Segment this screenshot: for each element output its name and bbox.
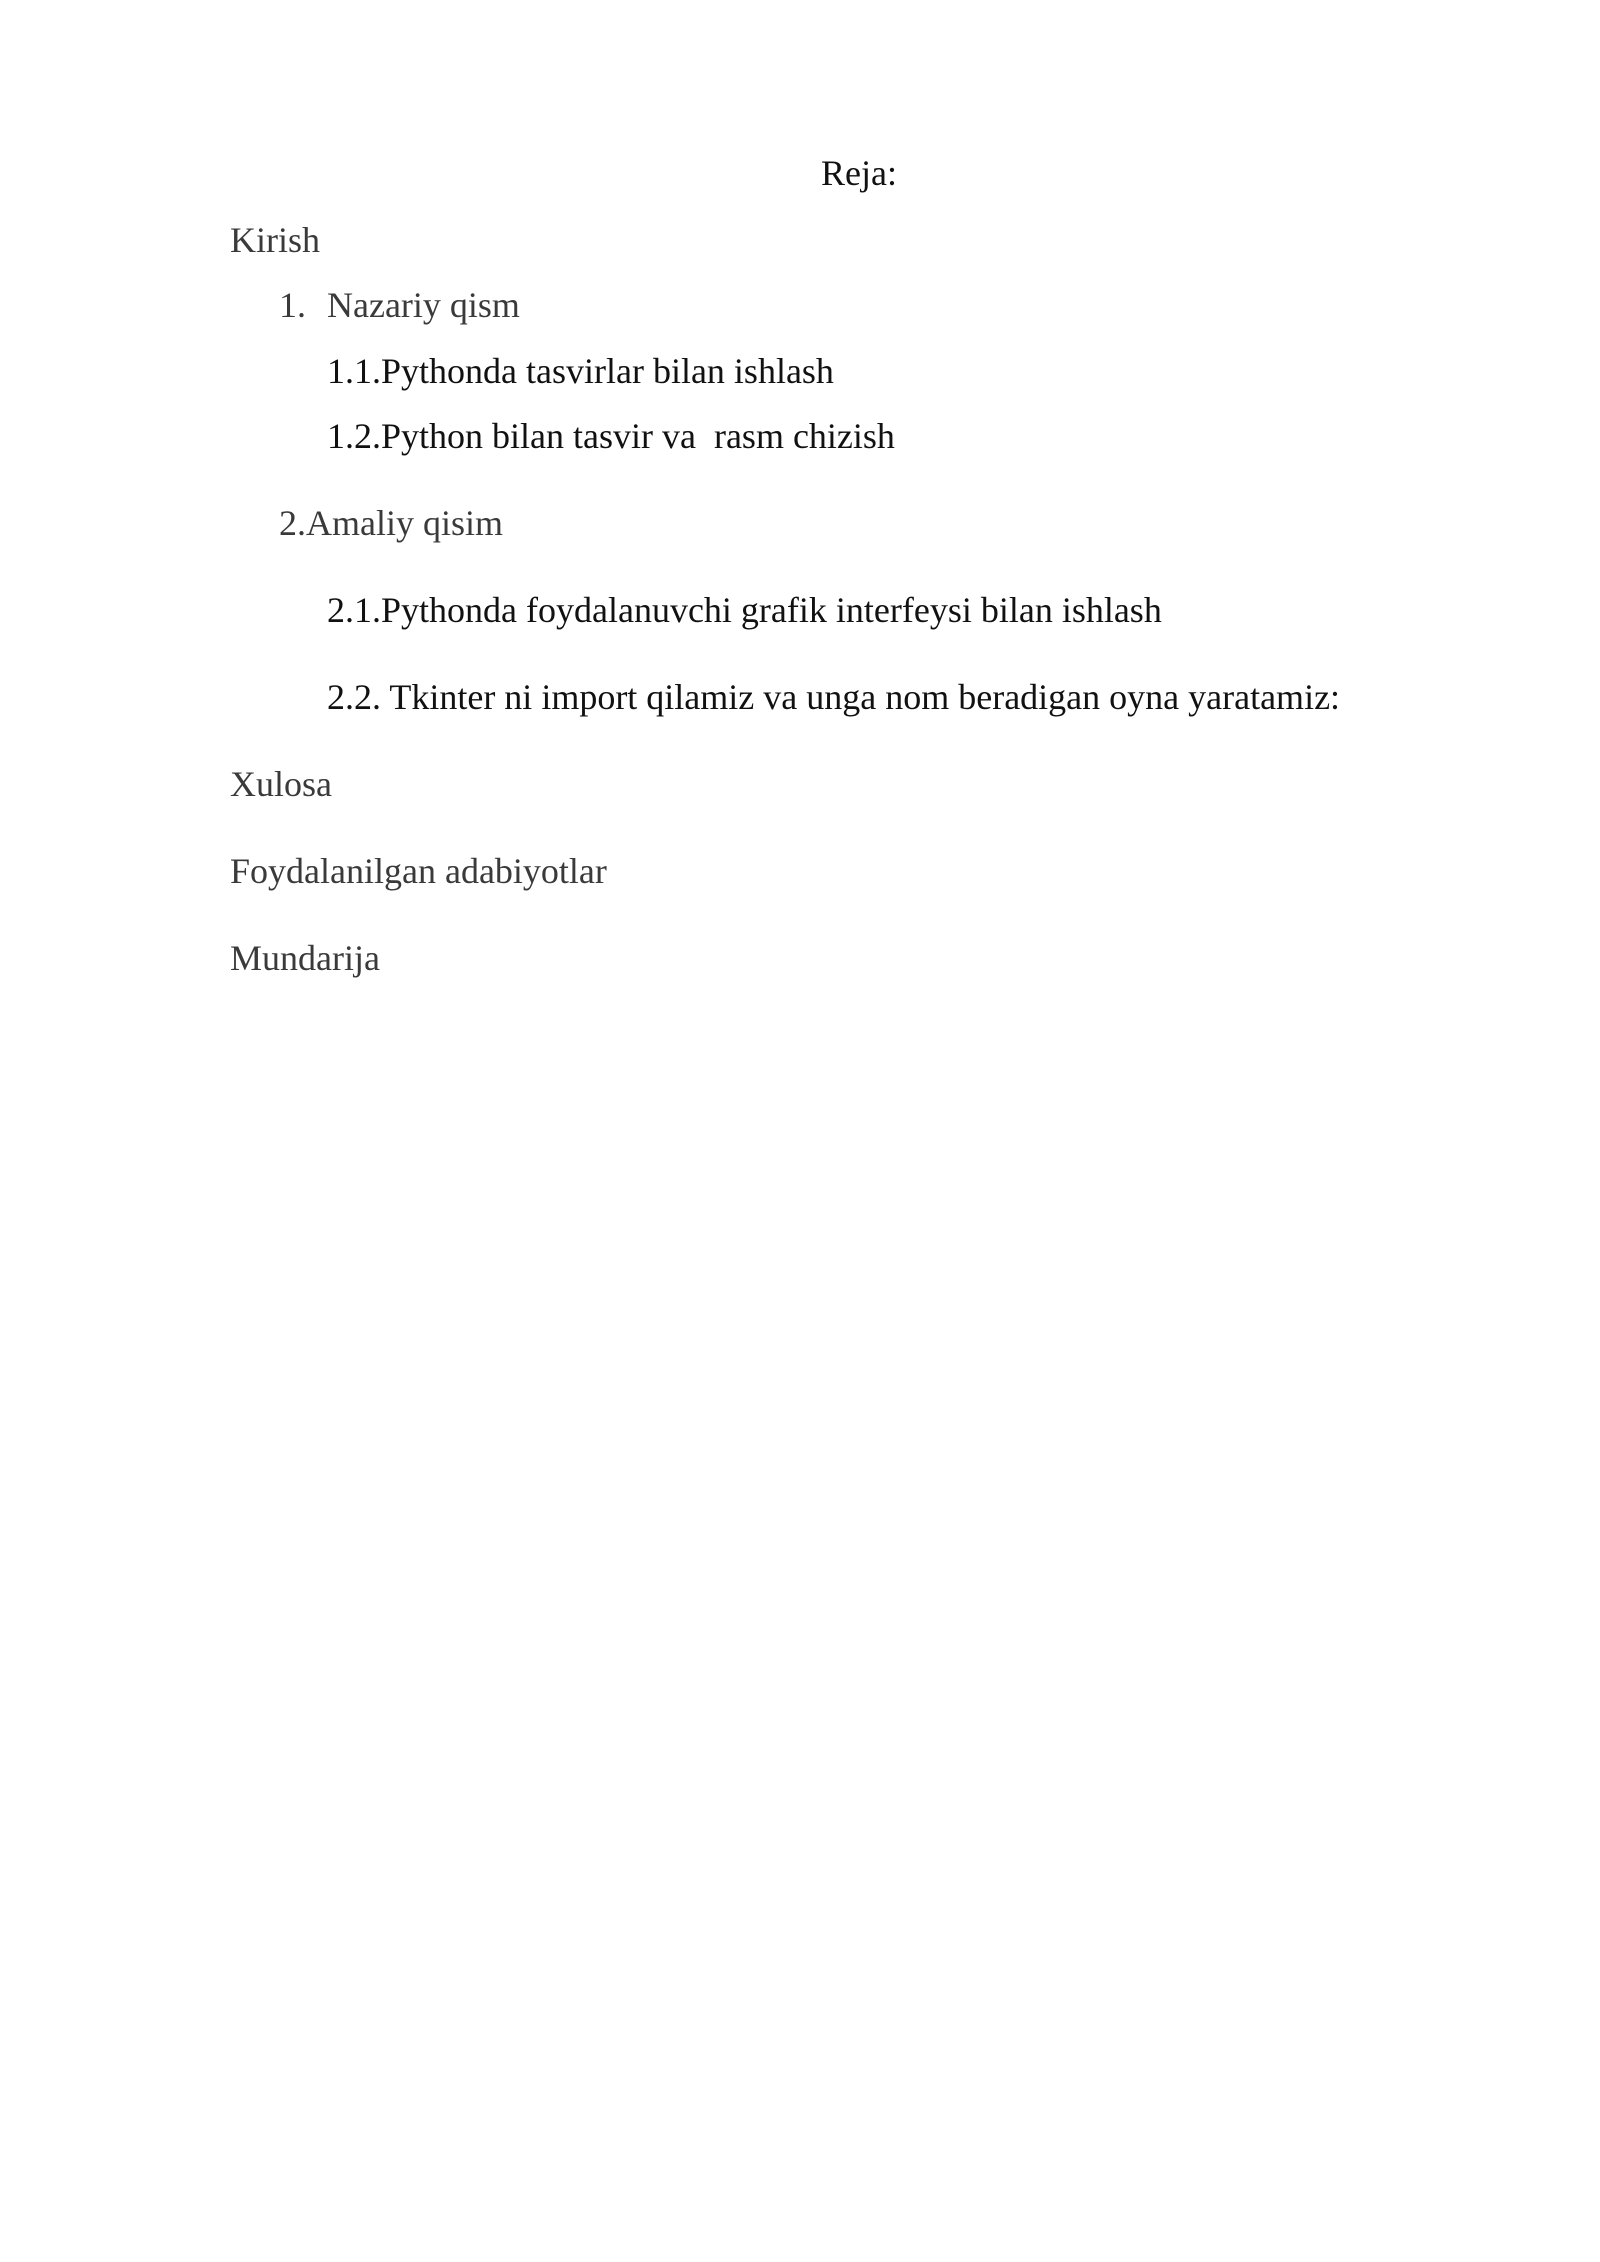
page-title: Reja: (821, 153, 897, 193)
toc-item-part1: Nazariy qism (327, 285, 520, 325)
toc-subitem: 2.1.Pythonda foydalanuvchi grafik interfeysi bilan ishlash (327, 590, 1162, 630)
toc-item-contents: Mundarija (230, 938, 380, 978)
toc-item-intro: Kirish (230, 220, 320, 260)
toc-item-number: 1. (279, 285, 306, 325)
toc-subitem: 1.2.Python bilan tasvir va rasm chizish (327, 416, 895, 456)
toc-subitem: 1.1.Pythonda tasvirlar bilan ishlash (327, 351, 834, 391)
toc-item-part2: 2.Amaliy qisim (279, 503, 503, 543)
toc-subitem: 2.2. Tkinter ni import qilamiz va unga nom beradigan oyna yaratamiz: (327, 677, 1341, 717)
toc-item-conclusion: Xulosa (230, 764, 332, 804)
toc-item-references: Foydalanilgan adabiyotlar (230, 851, 607, 891)
